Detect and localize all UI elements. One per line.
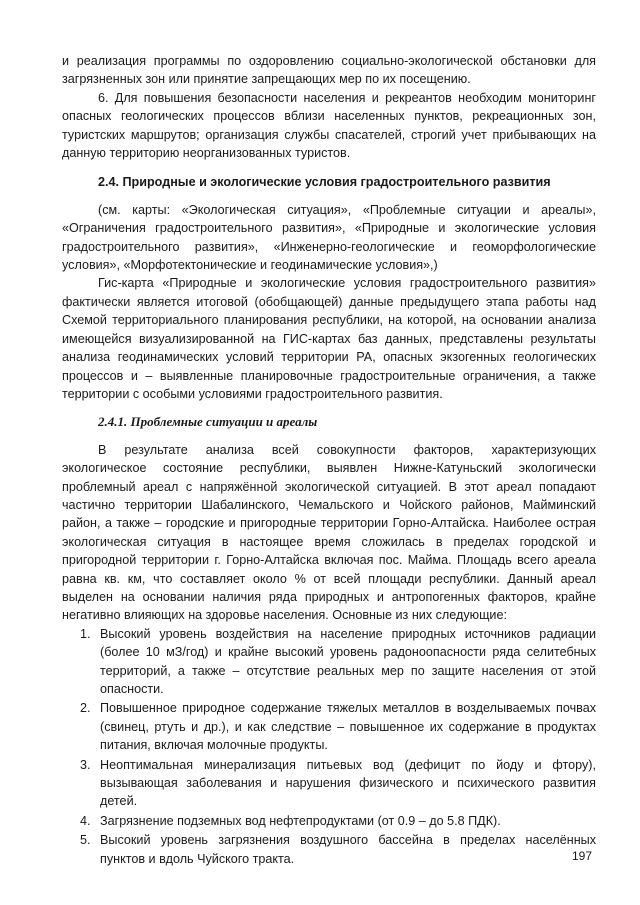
section-2-4-1-heading: 2.4.1. Проблемные ситуации и ареалы	[98, 414, 318, 430]
section-2-4-heading: 2.4. Природные и экологические условия градостроительного развития	[98, 175, 551, 190]
list-item-number: 2.	[80, 701, 91, 716]
list-item	[62, 625, 596, 699]
problem-areas-paragraph: В результате анализа всей совокупности факторов, характеризующих экологическое состояние республики, выявлен Нижне-Катуньский экологически проблемный ареал с напряжённой экологической ситуацией. В этот ареал попадают частично территории Шабалинского, Чемальского и Чойского районов, Майминский район, а также – городские и пригородные территории Горно-Алтайска. Наиболее острая экологическая ситуация в настоящее время сложилась в пределах городской и пригородной территории г. Горно-Алтайска включая пос. Майма. Площадь всего ареала равна кв. км, что составляет около % от всей площади республики. Данный ареал выделен на основании наличия ряда природных и антропогенных факторов, крайне негативно влияющих на здоровье населения. Основные из них следующие:	[62, 442, 596, 623]
continuation-paragraph: и реализация программы по оздоровлению социально-экологической обстановки для загрязненных зон или принятие запрещающих мер по их посещению.	[62, 54, 596, 87]
list-item-text: Высокий уровень воздействия на население природных источников радиации (более 10 мЗ/год) и крайне высокий уровень радоноопасности ряда селитебных территорий, а также – отсутствие реальных мер по защите населения от этой опасности.	[100, 626, 596, 696]
list-item-number: 3.	[80, 757, 91, 772]
list-item	[62, 699, 596, 754]
list-item-number: 5.	[80, 833, 91, 848]
list-item-text: Неоптимальная минерализация питьевых вод (дефицит по йоду и фтору), вызывающая заболевания и нарушения физического и психического развития детей.	[100, 757, 596, 809]
factors-list	[62, 625, 596, 868]
maps-note-paragraph: (см. карты: «Экологическая ситуация», «Проблемные ситуации и ареалы», «Ограничения градостроительного развития», «Природные и экологические условия градостроительного развития», «Инженерно-геологические и геоморфологические условия», «Морфотектонические и геодинамические условия»,)	[62, 202, 596, 273]
list-item-number: 4.	[80, 813, 91, 828]
gis-map-paragraph: Гис-карта «Природные и экологические условия градостроительного развития» фактически является итоговой (обобщающей) данные предыдущего этапа работы над Схемой территориального планирования республики, на которой, на основании анализа имеющейся визуализированной на ГИС-картах баз данных, представлены результаты анализа геодинамических условий территории РА, опасных экзогенных геологических процессов и – выявленные планировочные градостроительные ограничения, а также территории с особыми условиями градостроительного развития.	[62, 276, 596, 401]
list-item-text: Высокий уровень загрязнения воздушного бассейна в пределах населённых пунктов и вдоль Чуйского тракта.	[100, 833, 596, 866]
list-item-text: Загрязнение подземных вод нефтепродуктами (от 0.9 – до 5.8 ПДК).	[100, 813, 501, 828]
list-item	[62, 756, 596, 811]
document-page	[62, 52, 596, 869]
list-item-text: Повышенное природное содержание тяжелых металлов в возделываемых почвах (свинец, ртуть и др.), и как следствие – повышенное их содержание в продуктах питания, включая молочные продукты.	[100, 701, 596, 753]
list-item	[62, 812, 596, 830]
page-number: 197	[572, 849, 593, 863]
list-item	[62, 831, 596, 868]
list-item-number: 1.	[80, 626, 91, 641]
point-6-paragraph: 6. Для повышения безопасности населения и рекреантов необходим мониторинг опасных геологических процессов вблизи населенных пунктов, рекреационных зон, туристских маршрутов; организация службы спасателей, строгий учет прибывающих на данную территорию неорганизованных туристов.	[62, 90, 596, 161]
